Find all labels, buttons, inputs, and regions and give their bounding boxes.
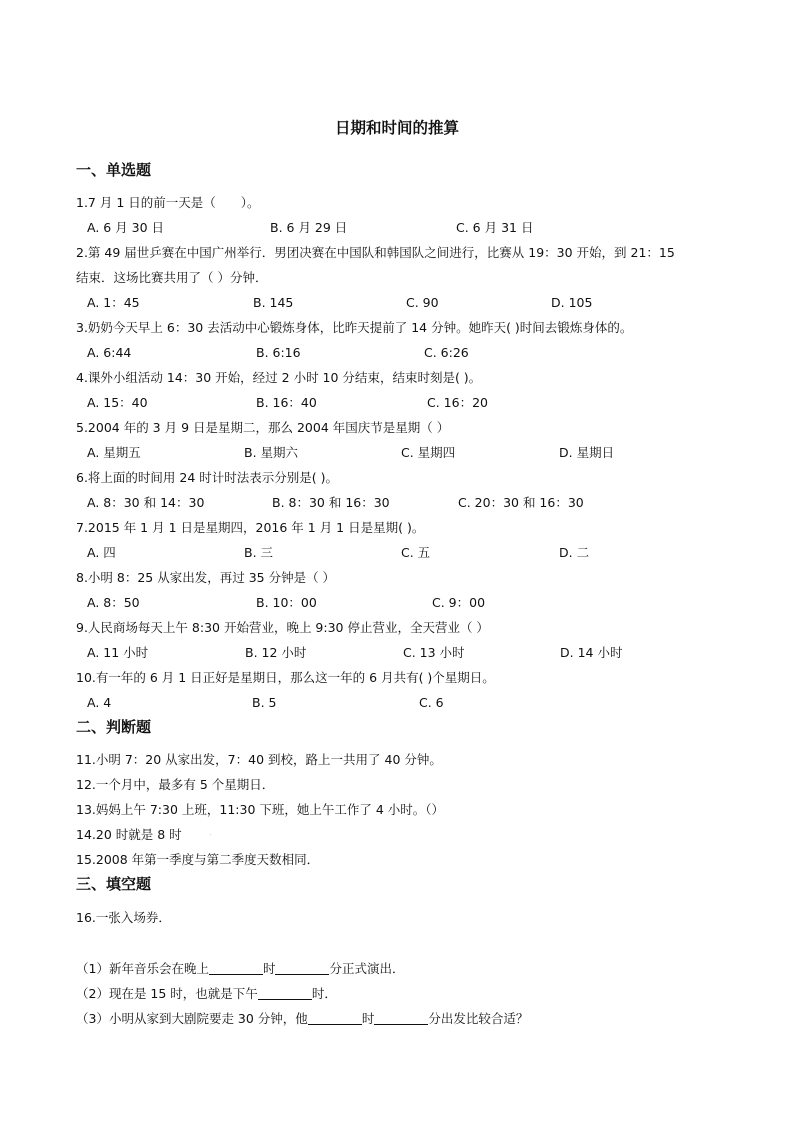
question-5-option-d: D. 星期日 bbox=[559, 445, 615, 460]
fill-part-3-text-c: 分出发比较合适？ bbox=[428, 1011, 529, 1026]
question-5-option-c: C. 星期四 bbox=[401, 445, 456, 460]
fill-part-3 bbox=[76, 1012, 528, 1026]
question-6-option-b: B. 8：30 和 16：30 bbox=[272, 495, 390, 510]
question-2-option-d: D. 105 bbox=[551, 295, 593, 310]
question-2-option-b: B. 145 bbox=[253, 295, 294, 310]
answer-blank[interactable] bbox=[308, 1012, 362, 1025]
question-9-option-b: B. 12 小时 bbox=[245, 645, 307, 660]
question-9-option-a: A. 11 小时 bbox=[87, 645, 149, 660]
faint-mark: · bbox=[210, 832, 212, 837]
question-7-stem: 7.2015 年 1 月 1 日是星期四，2016 年 1 月 1 日是星期( )。 bbox=[76, 520, 425, 535]
question-1-stem: 1.7 月 1 日的前一天是（ ）。 bbox=[76, 195, 260, 210]
judge-question-11: 11.小明 7：20 从家出发，7：40 到校，路上一共用了 40 分钟。 bbox=[76, 752, 442, 767]
fill-part-2 bbox=[76, 987, 337, 1001]
question-7-option-c: C. 五 bbox=[401, 545, 431, 560]
question-3-option-b: B. 6:16 bbox=[256, 345, 301, 360]
question-10-option-c: C. 6 bbox=[419, 695, 444, 710]
answer-blank[interactable] bbox=[374, 1012, 428, 1025]
question-9-option-d: D. 14 小时 bbox=[560, 645, 623, 660]
question-7-option-d: D. 二 bbox=[559, 545, 590, 560]
question-9-stem: 9.人民商场每天上午 8:30 开始营业，晚上 9:30 停止营业，全天营业（ ） bbox=[76, 620, 489, 635]
question-8-option-b: B. 10：00 bbox=[256, 595, 317, 610]
question-4-option-b: B. 16：40 bbox=[256, 395, 317, 410]
question-9-option-c: C. 13 小时 bbox=[403, 645, 465, 660]
judge-question-13: 13.妈妈上午 7:30 上班，11:30 下班，她上午工作了 4 小时。（） bbox=[76, 802, 445, 817]
question-4-stem: 4.课外小组活动 14：30 开始，经过 2 小时 10 分结束，结束时刻是( )。 bbox=[76, 370, 482, 385]
question-5-option-a: A. 星期五 bbox=[87, 445, 141, 460]
question-7-option-a: A. 四 bbox=[87, 545, 116, 560]
fill-part-3-text-a: （3）小明从家到大剧院要走 30 分钟，他 bbox=[76, 1011, 308, 1026]
question-5-option-b: B. 星期六 bbox=[244, 445, 299, 460]
question-5-stem: 5.2004 年的 3 月 9 日是星期二，那么 2004 年国庆节是星期（ ） bbox=[76, 420, 450, 435]
fill-part-1-text-b: 时 bbox=[262, 961, 276, 976]
question-10-option-a: A. 4 bbox=[87, 695, 112, 710]
question-7-option-b: B. 三 bbox=[244, 545, 274, 560]
answer-blank[interactable] bbox=[209, 962, 263, 975]
judge-question-14: 14.20 时就是 8 时 bbox=[76, 827, 182, 842]
question-2-stem-line-2: 结束．这场比赛共用了（ ）分钟． bbox=[76, 270, 268, 285]
question-6-stem: 6.将上面的时间用 24 时计时法表示分别是( )。 bbox=[76, 470, 339, 485]
question-1-option-c: C. 6 月 31 日 bbox=[456, 220, 534, 235]
fill-part-2-text-a: （2）现在是 15 时，也就是下午 bbox=[76, 986, 258, 1001]
question-4-option-c: C. 16：20 bbox=[427, 395, 488, 410]
question-8-option-c: C. 9：00 bbox=[432, 595, 486, 610]
question-2-stem-line-1: 2.第 49 届世乒赛在中国广州举行．男团决赛在中国队和韩国队之间进行，比赛从 19：30 开始，到 21：15 bbox=[76, 245, 675, 260]
fill-part-1 bbox=[76, 962, 405, 976]
question-8-option-a: A. 8：50 bbox=[87, 595, 140, 610]
question-3-option-a: A. 6:44 bbox=[87, 345, 132, 360]
question-6-option-a: A. 8：30 和 14：30 bbox=[87, 495, 205, 510]
question-2-option-c: C. 90 bbox=[406, 295, 439, 310]
fill-part-2-text-b: 时． bbox=[311, 986, 337, 1001]
question-10-option-b: B. 5 bbox=[252, 695, 277, 710]
question-3-stem: 3.奶奶今天早上 6：30 去活动中心锻炼身体，比昨天提前了 14 分钟。她昨天( )时间去锻炼身体的。 bbox=[76, 320, 633, 335]
question-10-stem: 10.有一年的 6 月 1 日正好是星期日，那么这一年的 6 月共有( )个星期日。 bbox=[76, 670, 495, 685]
question-2-option-a: A. 1：45 bbox=[87, 295, 140, 310]
question-6-option-c: C. 20：30 和 16：30 bbox=[458, 495, 584, 510]
question-4-option-a: A. 15：40 bbox=[87, 395, 148, 410]
fill-question-16: 16.一张入场券． bbox=[76, 910, 171, 925]
section-heading-single-choice: 一、单选题 bbox=[76, 161, 152, 179]
judge-question-12: 12.一个月中，最多有 5 个星期日． bbox=[76, 777, 275, 792]
page-title: 日期和时间的推算 bbox=[334, 119, 459, 137]
answer-blank[interactable] bbox=[275, 962, 329, 975]
question-1-option-a: A. 6 月 30 日 bbox=[87, 220, 165, 235]
question-8-stem: 8.小明 8：25 从家出发，再过 35 分钟是（ ） bbox=[76, 570, 336, 585]
section-heading-fill-blank: 三、填空题 bbox=[76, 875, 152, 893]
fill-part-3-text-b: 时 bbox=[361, 1011, 375, 1026]
question-1-option-b: B. 6 月 29 日 bbox=[270, 220, 348, 235]
question-3-option-c: C. 6:26 bbox=[424, 345, 469, 360]
fill-part-1-text-c: 分正式演出． bbox=[329, 961, 405, 976]
judge-question-15: 15.2008 年第一季度与第二季度天数相同． bbox=[76, 852, 320, 867]
fill-part-1-text-a: （1）新年音乐会在晚上 bbox=[76, 961, 209, 976]
answer-blank[interactable] bbox=[258, 987, 312, 1000]
section-heading-true-false: 二、判断题 bbox=[76, 718, 152, 736]
